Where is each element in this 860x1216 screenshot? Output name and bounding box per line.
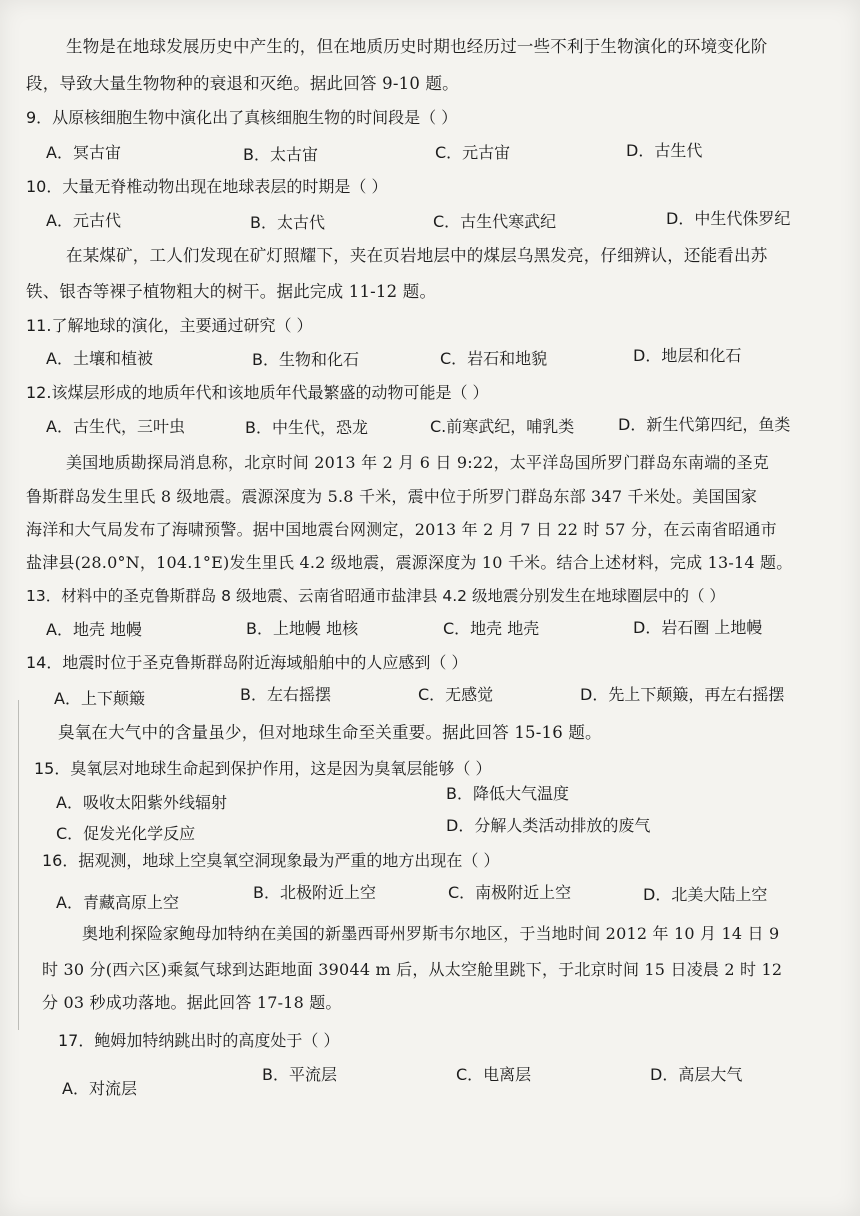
question-13-option-b: B．上地幔 地核 xyxy=(246,619,359,638)
material-2-line-1: 在某煤矿，工人们发现在矿灯照耀下，夹在页岩地层中的煤层乌黑发亮，仔细辨认，还能看出苏 xyxy=(66,246,768,265)
material-3-line-3: 海洋和大气局发布了海啸预警。据中国地震台网测定，2013 年 2 月 7 日 22 时 57 分，在云南省昭通市 xyxy=(26,520,777,539)
question-11-stem: 11.了解地球的演化，主要通过研究（ ） xyxy=(26,316,313,335)
question-14-option-a: A．上下颠簸 xyxy=(54,689,145,708)
question-12-option-c: C.前寒武纪，哺乳类 xyxy=(430,417,575,436)
question-16-option-d: D．北美大陆上空 xyxy=(643,885,768,904)
question-9-stem: 9．从原核细胞生物中演化出了真核细胞生物的时间段是（ ） xyxy=(26,108,458,127)
question-15-option-b: B．降低大气温度 xyxy=(446,784,569,803)
question-17-option-c: C．电离层 xyxy=(456,1065,532,1084)
question-15-option-d: D．分解人类活动排放的废气 xyxy=(446,816,651,835)
material-5-line-3: 分 03 秒成功落地。据此回答 17-18 题。 xyxy=(42,993,342,1012)
question-16-option-b: B．北极附近上空 xyxy=(253,883,376,902)
question-12-option-a: A．古生代，三叶虫 xyxy=(46,417,185,436)
question-17-stem: 17．鲍姆加特纳跳出时的高度处于（ ） xyxy=(58,1031,340,1050)
question-14-stem: 14．地震时位于圣克鲁斯群岛附近海域船舶中的人应感到（ ） xyxy=(26,653,468,672)
question-11-option-a: A．土壤和植被 xyxy=(46,349,153,368)
material-3-line-1: 美国地质勘探局消息称，北京时间 2013 年 2 月 6 日 9:22，太平洋岛国所罗门群岛东南端的圣克 xyxy=(66,453,770,472)
question-13-option-a: A．地壳 地幔 xyxy=(46,620,143,639)
material-3-line-4: 盐津县(28.0°N，104.1°E)发生里氏 4.2 级地震，震源深度为 10 千米。结合上述材料，完成 13-14 题。 xyxy=(26,553,793,572)
question-10-option-d: D．中生代侏罗纪 xyxy=(666,209,791,228)
question-10-option-c: C．古生代寒武纪 xyxy=(433,212,557,231)
question-16-option-a: A．青藏高原上空 xyxy=(56,893,179,912)
question-13-option-c: C．地壳 地壳 xyxy=(443,619,540,638)
question-12-stem: 12.该煤层形成的地质年代和该地质年代最繁盛的动物可能是（ ） xyxy=(26,383,489,402)
question-12-option-b: B．中生代，恐龙 xyxy=(245,418,368,437)
question-17-option-b: B．平流层 xyxy=(262,1065,337,1084)
material-4-line-1: 臭氧在大气中的含量虽少，但对地球生命至关重要。据此回答 15-16 题。 xyxy=(58,723,602,742)
question-10-option-b: B．太古代 xyxy=(250,213,325,232)
question-17-option-d: D．高层大气 xyxy=(650,1065,743,1084)
question-17-option-a: A．对流层 xyxy=(62,1079,137,1098)
question-13-option-d: D．岩石圈 上地幔 xyxy=(633,618,763,637)
question-9-option-a: A．冥古宙 xyxy=(46,143,121,162)
question-14-option-d: D．先上下颠簸，再左右摇摆 xyxy=(580,685,785,704)
question-14-option-c: C．无感觉 xyxy=(418,685,494,704)
material-5-line-1: 奥地利探险家鲍母加特纳在美国的新墨西哥州罗斯韦尔地区，于当地时间 2012 年 10 月 14 日 9 xyxy=(82,924,780,943)
page-fold-line xyxy=(18,700,19,1030)
question-15-option-c: C．促发光化学反应 xyxy=(56,824,196,843)
material-2-line-2: 铁、银杏等裸子植物粗大的树干。据此完成 11-12 题。 xyxy=(26,282,437,301)
material-3-line-2: 鲁斯群岛发生里氏 8 级地震。震源深度为 5.8 千米，震中位于所罗门群岛东部 347 千米处。美国国家 xyxy=(26,487,758,506)
question-11-option-d: D．地层和化石 xyxy=(633,346,742,365)
question-9-option-c: C．元古宙 xyxy=(435,143,511,162)
question-9-option-b: B．太古宙 xyxy=(243,145,318,164)
question-16-stem: 16．据观测，地球上空臭氧空洞现象最为严重的地方出现在（ ） xyxy=(42,851,500,870)
question-16-option-c: C．南极附近上空 xyxy=(448,883,572,902)
question-14-option-b: B．左右摇摆 xyxy=(240,685,331,704)
question-15-stem: 15．臭氧层对地球生命起到保护作用，这是因为臭氧层能够（ ） xyxy=(34,759,492,778)
question-12-option-d: D．新生代第四纪，鱼类 xyxy=(618,415,791,434)
question-10-stem: 10．大量无脊椎动物出现在地球表层的时期是（ ） xyxy=(26,177,388,196)
question-9-option-d: D．古生代 xyxy=(626,141,703,160)
question-10-option-a: A．元古代 xyxy=(46,211,121,230)
material-1-line-1: 生物是在地球发展历史中产生的，但在地质历史时期也经历过一些不利于生物演化的环境变化阶 xyxy=(66,37,768,56)
question-11-option-c: C．岩石和地貌 xyxy=(440,349,548,368)
question-13-stem: 13．材料中的圣克鲁斯群岛 8 级地震、云南省昭通市盐津县 4.2 级地震分别发生在地球圈层中的（ ） xyxy=(26,587,725,605)
question-15-option-a: A．吸收太阳紫外线辐射 xyxy=(56,793,227,812)
material-5-line-2: 时 30 分(西六区)乘氦气球到达距地面 39044 m 后，从太空舱里跳下，于北京时间 15 日凌晨 2 时 12 xyxy=(42,960,783,979)
material-1-line-2: 段，导致大量生物物种的衰退和灭绝。据此回答 9-10 题。 xyxy=(26,74,459,93)
question-11-option-b: B．生物和化石 xyxy=(252,350,359,369)
